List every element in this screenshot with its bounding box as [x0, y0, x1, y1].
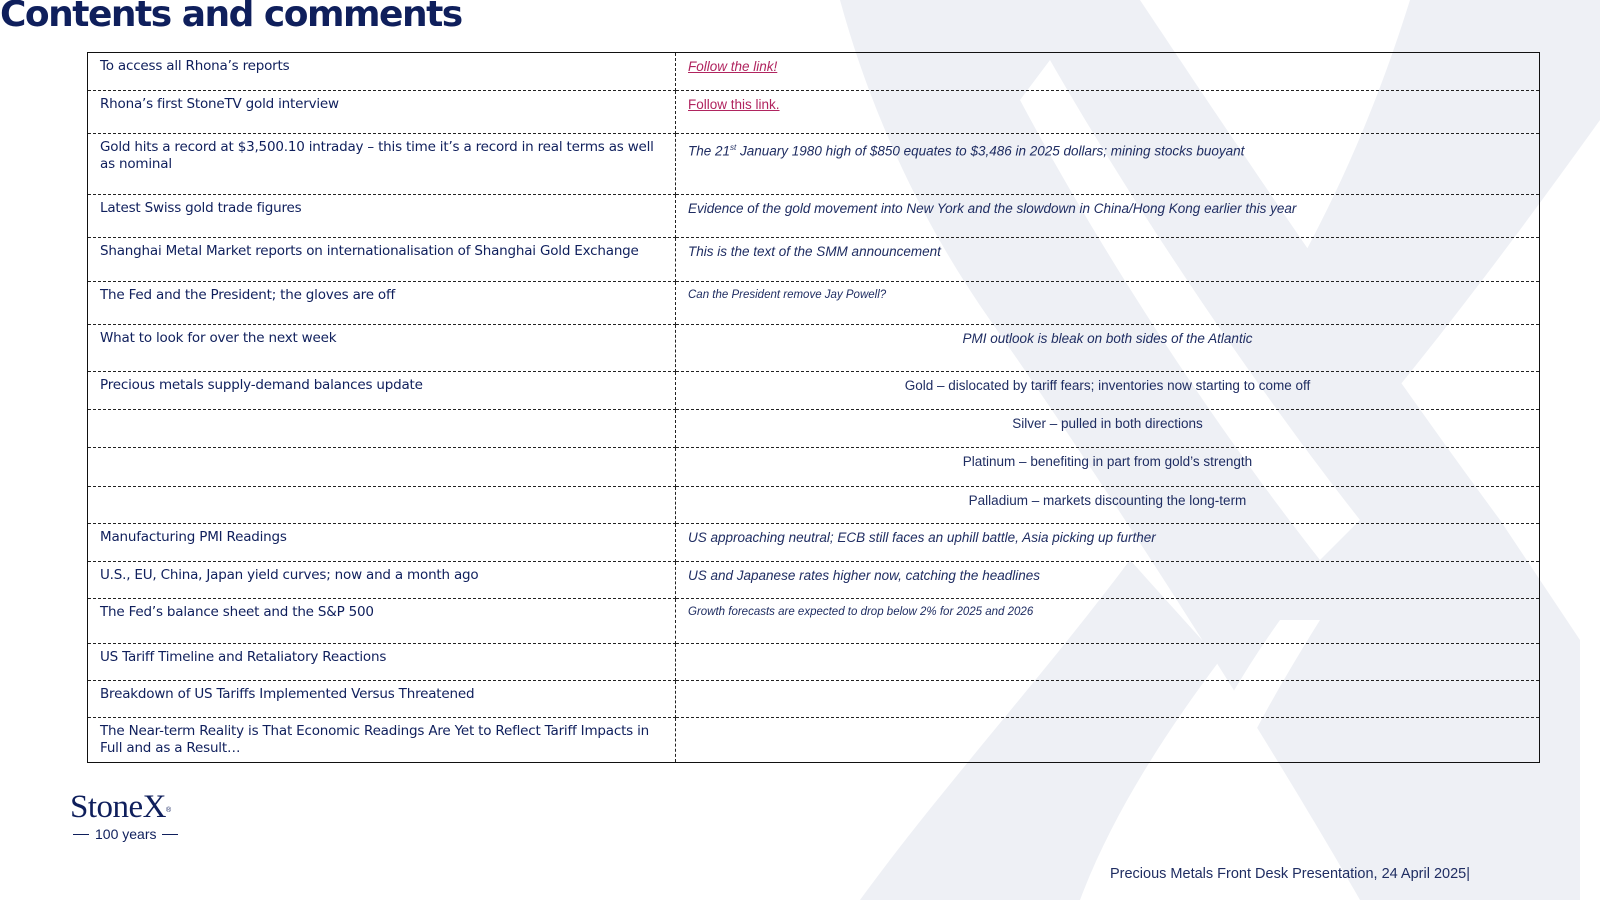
comment-superscript: st: [730, 142, 737, 152]
logo-name: StoneX: [70, 789, 166, 825]
comment-cell: This is the text of the SMM announcement: [676, 238, 1540, 281]
footer-text: Precious Metals Front Desk Presentation, 24 April 2025|: [1109, 866, 1470, 882]
topic-cell: Precious metals supply-demand balances update: [88, 371, 676, 409]
topic-cell: Breakdown of US Tariffs Implemented Versus Threatened: [88, 680, 676, 717]
table-row: [88, 643, 1540, 680]
comment-cell: Can the President remove Jay Powell?: [676, 281, 1540, 324]
table-row: [88, 409, 1540, 447]
topic-cell: [88, 486, 676, 523]
comment-cell: Gold – dislocated by tariff fears; inventories now starting to come off: [676, 371, 1540, 409]
table-row: [88, 194, 1540, 237]
reports-link[interactable]: Follow the link!: [676, 53, 1540, 91]
comment-cell: Palladium – markets discounting the long-term: [676, 486, 1540, 523]
contents-table: [87, 52, 1540, 763]
topic-cell: The Near-term Reality is That Economic Readings Are Yet to Reflect Tariff Impacts in Full and as a Result…: [88, 718, 676, 763]
topic-cell: Manufacturing PMI Readings: [88, 524, 676, 561]
interview-link[interactable]: Follow this link.: [676, 91, 1540, 133]
table-row: [88, 599, 1540, 644]
logo-wordmark: [70, 790, 200, 824]
topic-cell: [88, 448, 676, 486]
table-row: [88, 524, 1540, 561]
divider: [162, 834, 178, 835]
divider: [73, 834, 89, 835]
stonex-logo: [70, 790, 200, 842]
comment-cell: US and Japanese rates higher now, catching the headlines: [676, 561, 1540, 598]
topic-cell: The Fed and the President; the gloves are off: [88, 281, 676, 324]
topic-cell: Latest Swiss gold trade figures: [88, 194, 676, 237]
topic-cell: U.S., EU, China, Japan yield curves; now and a month ago: [88, 561, 676, 598]
topic-cell: To access all Rhona’s reports: [88, 53, 676, 91]
table-row: [88, 486, 1540, 523]
table-row: [88, 325, 1540, 372]
page-title: Contents and comments: [0, 0, 462, 35]
topic-cell: The Fed’s balance sheet and the S&P 500: [88, 599, 676, 644]
topic-cell: What to look for over the next week: [88, 325, 676, 372]
table-row: [88, 133, 1540, 194]
logo-tagline-text: 100 years: [95, 826, 157, 842]
comment-cell: [676, 643, 1540, 680]
comment-cell: Silver – pulled in both directions: [676, 409, 1540, 447]
comment-cell: US approaching neutral; ECB still faces an uphill battle, Asia picking up further: [676, 524, 1540, 561]
topic-cell: Rhona’s first StoneTV gold interview: [88, 91, 676, 133]
comment-cell: [676, 133, 1540, 194]
topic-cell: Shanghai Metal Market reports on internationalisation of Shanghai Gold Exchange: [88, 238, 676, 281]
comment-cell: Evidence of the gold movement into New York and the slowdown in China/Hong Kong earlier this year: [676, 194, 1540, 237]
comment-cell: PMI outlook is bleak on both sides of the Atlantic: [676, 325, 1540, 372]
comment-cell: [676, 680, 1540, 717]
comment-cell: Growth forecasts are expected to drop below 2% for 2025 and 2026: [676, 599, 1540, 644]
table-row: [88, 238, 1540, 281]
topic-cell: [88, 409, 676, 447]
topic-cell: US Tariff Timeline and Retaliatory Reactions: [88, 643, 676, 680]
table-row: [88, 91, 1540, 133]
table-row: [88, 281, 1540, 324]
table-row: [88, 718, 1540, 763]
comment-cell: Platinum – benefiting in part from gold’s strength: [676, 448, 1540, 486]
comment-cell: [676, 718, 1540, 763]
table-row: [88, 448, 1540, 486]
table-row: [88, 53, 1540, 91]
logo-tagline: [70, 826, 200, 842]
table-row: [88, 561, 1540, 598]
logo-registered-mark: ®: [166, 807, 171, 814]
table-row: [88, 680, 1540, 717]
comment-text: January 1980 high of $850 equates to $3,486 in 2025 dollars; mining stocks buoyant: [736, 143, 1245, 159]
topic-cell: Gold hits a record at $3,500.10 intraday – this time it’s a record in real terms as well as nominal: [88, 133, 676, 194]
table-row: [88, 371, 1540, 409]
comment-text: The 21: [688, 143, 731, 159]
